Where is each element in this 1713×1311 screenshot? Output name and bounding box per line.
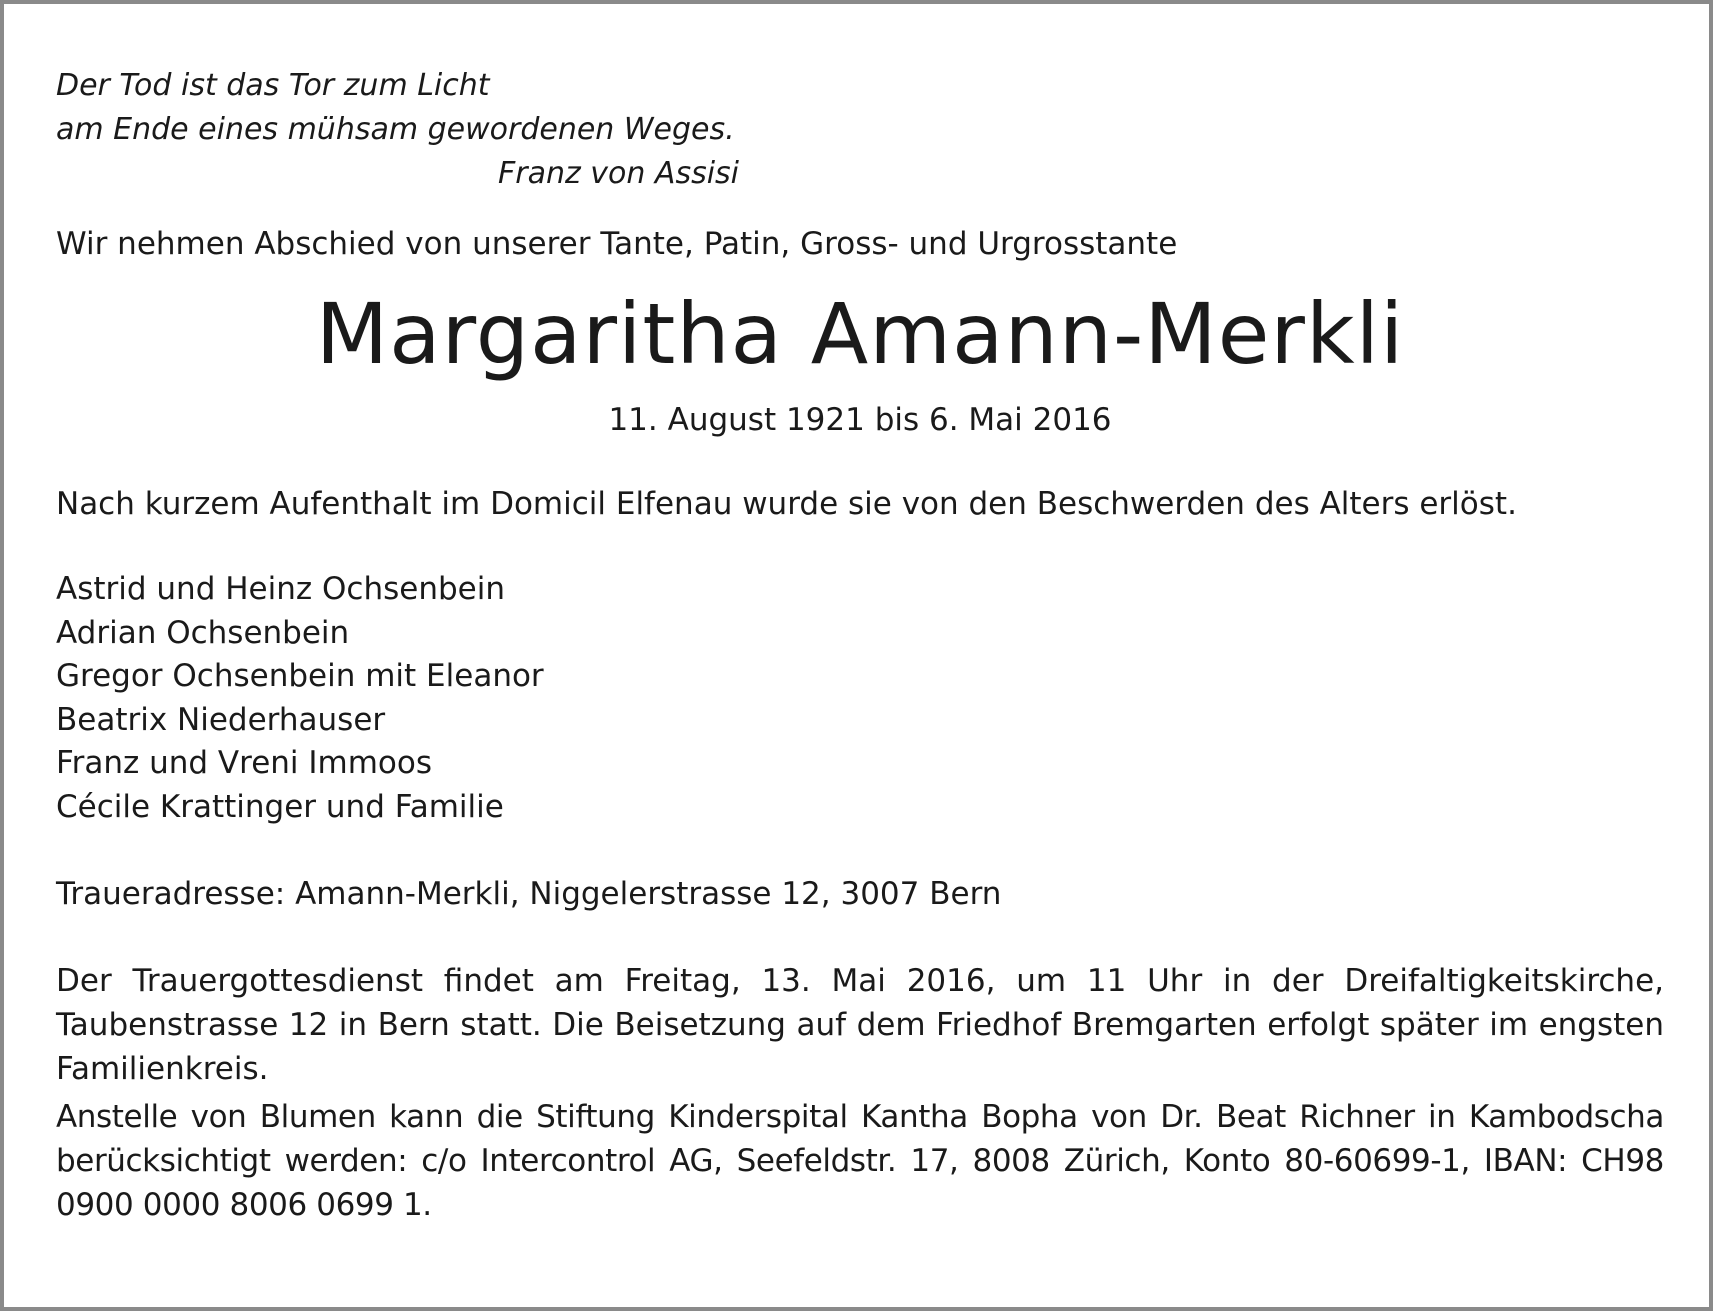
- release-paragraph: Nach kurzem Aufenthalt im Domicil Elfenau wurde sie von den Beschwerden des Alters erlöst.: [56, 486, 1517, 522]
- quote-author: Franz von Assisi: [498, 156, 740, 191]
- obituary-content: [56, 64, 1664, 1227]
- deceased-name: Margaritha Amann-Merkli: [315, 285, 1405, 383]
- mourner-item: Cécile Krattinger und Familie: [56, 788, 504, 825]
- quote-line: Der Tod ist das Tor zum Licht: [56, 68, 490, 103]
- quote-line: am Ende eines mühsam gewordenen Weges.: [56, 112, 735, 147]
- life-dates: 11. August 1921 bis 6. Mai 2016: [608, 402, 1112, 438]
- mourners-list: [56, 568, 1664, 829]
- funeral-service-paragraph: Der Trauergottesdienst findet am Freitag, 13. Mai 2016, um 11 Uhr in der Dreifaltigkeitskirche, Taubenstrasse 12 in Bern statt. Die Beisetzung auf dem Friedhof Bremgarten erfolgt später im engsten Familienkreis.: [56, 963, 1664, 1087]
- farewell-intro: Wir nehmen Abschied von unserer Tante, Patin, Gross- und Urgrosstante: [56, 226, 1178, 262]
- mourning-address: Traueradresse: Amann-Merkli, Niggelerstrasse 12, 3007 Bern: [56, 876, 1002, 912]
- mourner-item: Franz und Vreni Immoos: [56, 745, 432, 781]
- mourner-item: Astrid und Heinz Ochsenbein: [56, 571, 505, 607]
- donation-paragraph: Anstelle von Blumen kann die Stiftung Kinderspital Kantha Bopha von Dr. Beat Richner in Kambodscha berücksichtigt werden: c/o Intercontrol AG, Seefeldstr. 17, 8008 Zürich, Konto 80-60699-1, IBAN: CH98 0900 0000 8006 0699 1.: [56, 1099, 1664, 1223]
- epigraph-quote: [56, 64, 1664, 196]
- mourner-item: Gregor Ochsenbein mit Eleanor: [56, 658, 544, 694]
- mourner-item: Beatrix Niederhauser: [56, 701, 386, 738]
- mourner-item: Adrian Ochsenbein: [56, 614, 350, 651]
